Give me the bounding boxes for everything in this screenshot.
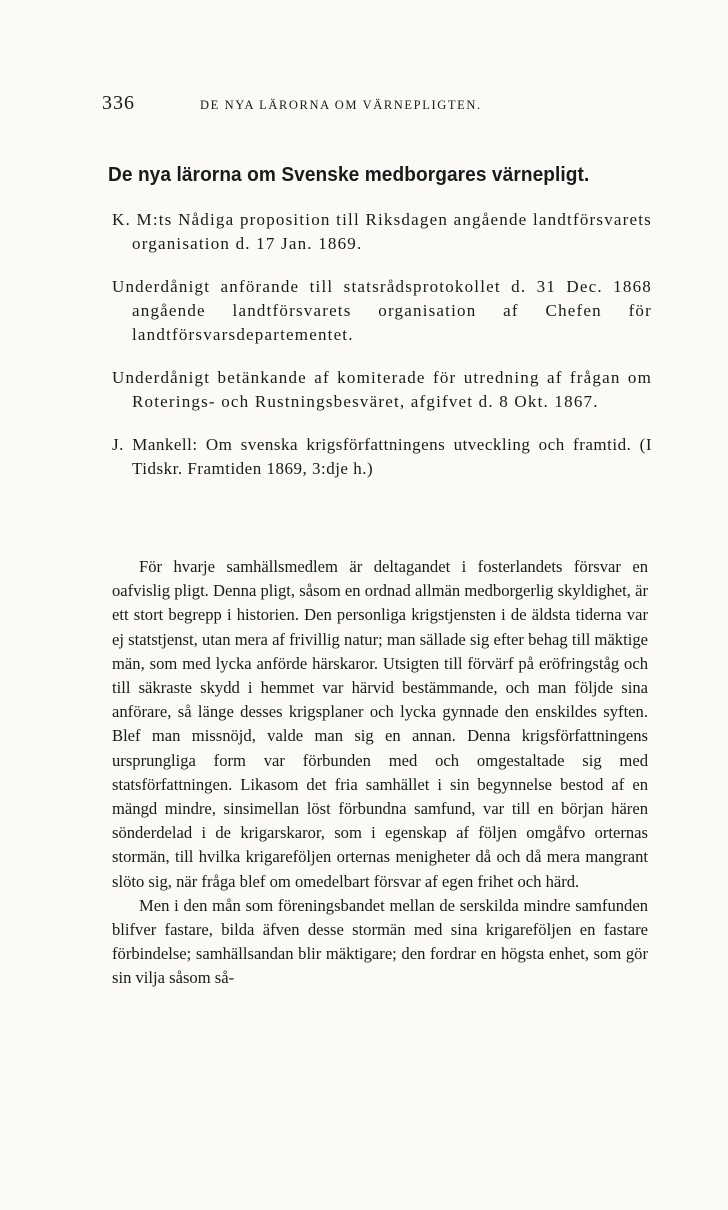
reference-item: Underdånigt betänkande af komiterade för utredning af frågan om Roterings- och Rustningsbesväret, afgifvet d. 8 Okt. 1867. <box>112 368 652 411</box>
paragraph: Men i den mån som föreningsbandet mellan de serskilda mindre samfunden blifver fastare, bilda äfven desse stormän med sina krigareföljen en fastare förbindelse; samhällsandan blir mäktigare; den fordrar en högsta enhet, som gör sin vilja såsom så- <box>112 895 648 988</box>
reference-item: J. Mankell: Om svenska krigsförfattningens utveckling och framtid. (I Tidskr. Framtiden 1869, 3:dje h.) <box>112 435 652 478</box>
reference-list <box>112 208 652 481</box>
paragraph: För hvarje samhällsmedlem är deltagandet i fosterlandets försvar en oafvislig pligt. Denna pligt, såsom en ordnad allmän medborgerlig skyldighet, är ett stort begrepp i historien. Den personliga krigstjensten i de äldsta tiderna var ej statstjenst, utan mera af frivillig natur; man sällade sig efter behag till mäktige män, som med lycka anförde härskaror. Utsigten till förvärf på eröfringståg och till säkraste skydd i hemmet var härvid bestämmande, och man följde sina anförare, så länge desses krigsplaner och lycka gynnade den enskildes syften. Blef man missnöjd, valde man sig en annan. Denna krigsförfattningens ursprungliga form var förbunden med och omgestaltade sig med statsförfattningen. Likasom det fria samhället i sin begynnelse bestod af en mängd mindre, sinsimellan löst förbundna samfund, var till en början hären sönderdelad i de krigarskaror, som i egenskap af följen omgåfvo orternas stormän, till hvilka krigareföljen orternas menigheter då och då mera mangrant slöto sig, när fråga blef om omedelbart försvar af egen frihet och härd. <box>112 557 648 891</box>
article-title: De nya lärorna om Svenske medborgares värnepligt. <box>108 163 590 186</box>
running-head: DE NYA LÄRORNA OM VÄRNEPLIGTEN. <box>200 98 482 112</box>
reference-item: K. M:ts Nådiga proposition till Riksdagen angående landtförsvarets organisation d. 17 Jan. 1869. <box>112 210 652 253</box>
page-number: 336 <box>102 92 135 114</box>
body-text <box>112 555 648 991</box>
reference-item: Underdånigt anförande till statsrådsprotokollet d. 31 Dec. 1868 angående landtförsvarets organisation af Chefen för landtförsvarsdepartementet. <box>112 277 652 344</box>
page-header <box>102 92 642 118</box>
